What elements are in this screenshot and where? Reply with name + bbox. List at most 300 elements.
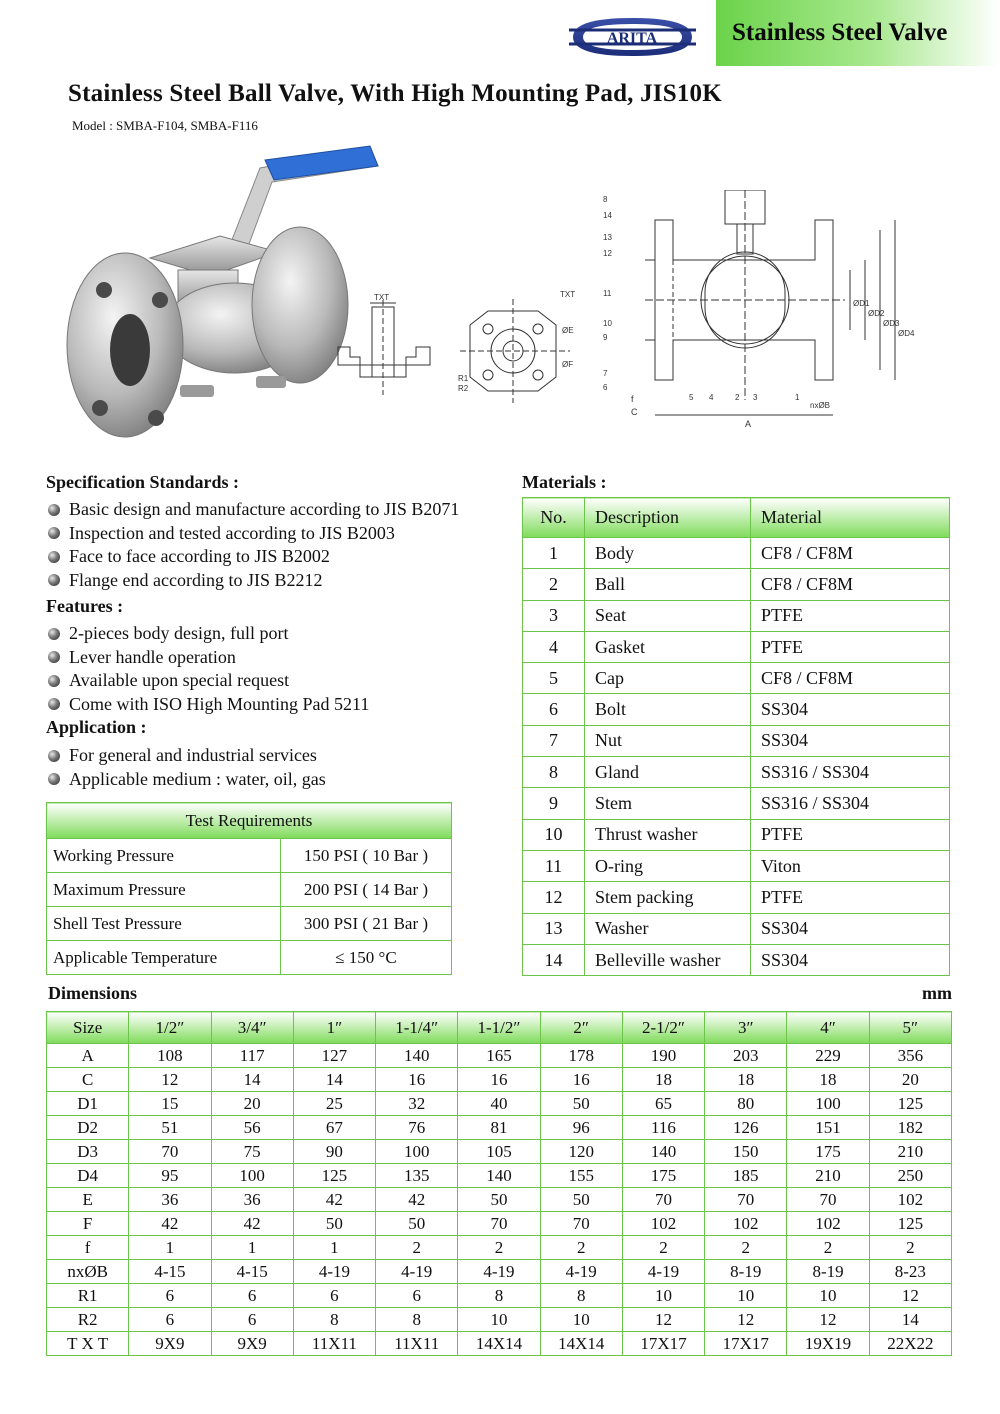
dim-cell: 95 — [129, 1164, 211, 1188]
label-e: ØE — [562, 326, 574, 335]
dimensions-row — [47, 1068, 952, 1092]
dim-cell: 155 — [540, 1164, 622, 1188]
features-item-text: Lever handle operation — [69, 646, 236, 667]
dim-cell: 6 — [293, 1284, 375, 1308]
dim-cell: 12 — [787, 1308, 869, 1332]
dim-cell: 4-19 — [293, 1260, 375, 1284]
part-number-label: 7 — [603, 369, 608, 378]
model-line: Model : SMBA-F104, SMBA-F116 — [72, 118, 258, 133]
part-number-label: 1 — [795, 393, 800, 402]
dimensions-row — [47, 1116, 952, 1140]
dim-cell: 2 — [376, 1236, 458, 1260]
mat-no: 5 — [523, 663, 585, 694]
mat-material: PTFE — [751, 819, 950, 850]
dim-cell: 70 — [787, 1188, 869, 1212]
mat-no: 12 — [523, 882, 585, 913]
test-row — [47, 873, 452, 907]
dim-cell: 116 — [622, 1116, 704, 1140]
dim-cell: 12 — [622, 1308, 704, 1332]
features-item — [48, 646, 369, 670]
dim-cell: 11X11 — [293, 1332, 375, 1356]
spec-item — [48, 498, 459, 522]
dim-col-header: 1-1/4″ — [376, 1012, 458, 1044]
label-c: C — [631, 407, 638, 417]
dim-cell: 96 — [540, 1116, 622, 1140]
dim-cell: 4-19 — [540, 1260, 622, 1284]
dim-cell: 108 — [129, 1044, 211, 1068]
mat-description: Thrust washer — [585, 819, 751, 850]
dim-col-header: 3″ — [705, 1012, 787, 1044]
dim-row-label: nxØB — [47, 1260, 129, 1284]
dim-cell: 42 — [211, 1212, 293, 1236]
dim-cell: 117 — [211, 1044, 293, 1068]
label-r2: R2 — [458, 384, 469, 393]
dim-cell: 2 — [458, 1236, 540, 1260]
dim-cell: 102 — [787, 1212, 869, 1236]
application-item — [48, 744, 326, 768]
bullet-icon — [48, 551, 60, 563]
test-row — [47, 907, 452, 941]
part-number-label: 8 — [603, 195, 608, 204]
dim-cell: 11X11 — [376, 1332, 458, 1356]
bullet-icon — [48, 698, 60, 710]
logo-text: ARITA — [606, 30, 658, 47]
materials-row — [523, 850, 950, 881]
test-requirements-table — [46, 802, 452, 975]
mat-col-material: Material — [751, 498, 950, 538]
label-a: A — [745, 419, 752, 429]
dimensions-unit: mm — [922, 983, 952, 1003]
dim-cell: 1 — [129, 1236, 211, 1260]
category-badge — [716, 0, 1000, 66]
dim-cell: 135 — [376, 1164, 458, 1188]
mat-material: PTFE — [751, 882, 950, 913]
dim-cell: 50 — [540, 1092, 622, 1116]
dim-cell: 51 — [129, 1116, 211, 1140]
materials-row — [523, 600, 950, 631]
bullet-icon — [48, 504, 60, 516]
application-heading: Application : — [46, 717, 147, 737]
mat-material: Viton — [751, 850, 950, 881]
dim-cell: 32 — [376, 1092, 458, 1116]
mat-col-description: Description — [585, 498, 751, 538]
dimensions-row — [47, 1164, 952, 1188]
dim-cell: 40 — [458, 1092, 540, 1116]
materials-row — [523, 819, 950, 850]
label-nxb: nxØB — [810, 401, 831, 410]
dim-cell: 14 — [293, 1068, 375, 1092]
test-label: Applicable Temperature — [47, 941, 281, 975]
dim-cell: 16 — [458, 1068, 540, 1092]
part-number-label: 10 — [603, 319, 612, 328]
dim-cell: 6 — [211, 1308, 293, 1332]
dim-cell: 80 — [705, 1092, 787, 1116]
materials-row — [523, 538, 950, 569]
mat-description: Stem packing — [585, 882, 751, 913]
dim-cell: 70 — [540, 1212, 622, 1236]
mat-material: SS304 — [751, 913, 950, 944]
dimensions-row — [47, 1308, 952, 1332]
dim-cell: 4-19 — [622, 1260, 704, 1284]
dim-row-label: E — [47, 1188, 129, 1212]
mat-description: Body — [585, 538, 751, 569]
test-label: Shell Test Pressure — [47, 907, 281, 941]
materials-table — [522, 497, 950, 976]
dim-col-header: 5″ — [869, 1012, 951, 1044]
dim-cell: 8-23 — [869, 1260, 951, 1284]
dim-cell: 356 — [869, 1044, 951, 1068]
spec-list — [48, 498, 459, 592]
bullet-icon — [48, 574, 60, 586]
dim-cell: 70 — [458, 1212, 540, 1236]
dim-row-label: T X T — [47, 1332, 129, 1356]
test-label: Working Pressure — [47, 839, 281, 873]
dim-cell: 140 — [458, 1164, 540, 1188]
dim-cell: 50 — [540, 1188, 622, 1212]
dim-cell: 42 — [293, 1188, 375, 1212]
dim-cell: 65 — [622, 1092, 704, 1116]
mat-material: PTFE — [751, 631, 950, 662]
bullet-icon — [48, 527, 60, 539]
mat-description: Stem — [585, 788, 751, 819]
dimensions-row — [47, 1140, 952, 1164]
dimensions-row — [47, 1212, 952, 1236]
test-row — [47, 839, 452, 873]
mat-material: SS316 / SS304 — [751, 757, 950, 788]
dim-cell: 2 — [540, 1236, 622, 1260]
dim-col-header: 1-1/2″ — [458, 1012, 540, 1044]
dim-cell: 10 — [622, 1284, 704, 1308]
part-number-label: 9 — [603, 333, 608, 342]
bullet-icon — [48, 628, 60, 640]
dim-cell: 10 — [705, 1284, 787, 1308]
dim-cell: 67 — [293, 1116, 375, 1140]
materials-row — [523, 913, 950, 944]
mat-material: PTFE — [751, 600, 950, 631]
application-item-text: Applicable medium : water, oil, gas — [69, 768, 326, 789]
spec-item — [48, 545, 459, 569]
dim-cell: 151 — [787, 1116, 869, 1140]
mat-description: Gland — [585, 757, 751, 788]
dimensions-row — [47, 1188, 952, 1212]
dim-cell: 36 — [129, 1188, 211, 1212]
materials-row — [523, 788, 950, 819]
dimensions-row — [47, 1260, 952, 1284]
label-d2: ØD2 — [868, 309, 885, 318]
dim-cell: 229 — [787, 1044, 869, 1068]
dim-cell: 42 — [376, 1188, 458, 1212]
dim-cell: 140 — [622, 1140, 704, 1164]
dim-cell: 10 — [458, 1308, 540, 1332]
mat-material: SS304 — [751, 725, 950, 756]
mat-description: Cap — [585, 663, 751, 694]
dim-col-size: Size — [47, 1012, 129, 1044]
bullet-icon — [48, 675, 60, 687]
features-list — [48, 622, 369, 716]
features-heading: Features : — [46, 596, 124, 616]
mat-material: SS304 — [751, 694, 950, 725]
dim-cell: 140 — [376, 1044, 458, 1068]
test-table-heading: Test Requirements — [47, 803, 452, 839]
valve-section-drawing — [585, 190, 935, 440]
mat-description: Ball — [585, 569, 751, 600]
bullet-icon — [48, 651, 60, 663]
dim-cell: 75 — [211, 1140, 293, 1164]
dim-row-label: D2 — [47, 1116, 129, 1140]
mat-description: Nut — [585, 725, 751, 756]
test-label: Maximum Pressure — [47, 873, 281, 907]
dimensions-table — [46, 1011, 952, 1356]
dim-cell: 20 — [869, 1068, 951, 1092]
label-r1: R1 — [458, 374, 469, 383]
dim-cell: 102 — [869, 1188, 951, 1212]
dim-cell: 178 — [540, 1044, 622, 1068]
dim-cell: 126 — [705, 1116, 787, 1140]
materials-row — [523, 694, 950, 725]
dim-cell: 76 — [376, 1116, 458, 1140]
application-item — [48, 768, 326, 792]
mat-no: 2 — [523, 569, 585, 600]
label-f: ØF — [562, 360, 574, 369]
dim-cell: 1 — [211, 1236, 293, 1260]
mounting-pad-drawings — [330, 285, 585, 405]
materials-row — [523, 569, 950, 600]
dim-cell: 42 — [129, 1212, 211, 1236]
dim-cell: 185 — [705, 1164, 787, 1188]
dim-cell: 14 — [211, 1068, 293, 1092]
dim-row-label: D1 — [47, 1092, 129, 1116]
dim-cell: 8-19 — [787, 1260, 869, 1284]
part-number-label: 6 — [603, 383, 608, 392]
dim-cell: 125 — [869, 1092, 951, 1116]
dim-cell: 10 — [787, 1284, 869, 1308]
dim-cell: 203 — [705, 1044, 787, 1068]
dim-cell: 20 — [211, 1092, 293, 1116]
dim-row-label: R2 — [47, 1308, 129, 1332]
features-item-text: 2-pieces body design, full port — [69, 623, 289, 644]
dim-col-header: 3/4″ — [211, 1012, 293, 1044]
dim-row-label: D4 — [47, 1164, 129, 1188]
dim-row-label: f — [47, 1236, 129, 1260]
dimensions-row — [47, 1284, 952, 1308]
dim-cell: 165 — [458, 1044, 540, 1068]
dim-cell: 19X19 — [787, 1332, 869, 1356]
dim-cell: 4-15 — [211, 1260, 293, 1284]
dim-cell: 2 — [869, 1236, 951, 1260]
dim-cell: 100 — [376, 1140, 458, 1164]
dim-cell: 8-19 — [705, 1260, 787, 1284]
mat-description: Washer — [585, 913, 751, 944]
spec-item — [48, 569, 459, 593]
dim-cell: 12 — [705, 1308, 787, 1332]
mat-description: O-ring — [585, 850, 751, 881]
features-item-text: Available upon special request — [69, 670, 290, 691]
dim-cell: 102 — [705, 1212, 787, 1236]
dim-cell: 25 — [293, 1092, 375, 1116]
dim-row-label: A — [47, 1044, 129, 1068]
label-d3: ØD3 — [883, 319, 900, 328]
spec-item-text: Basic design and manufacture according to JIS B2071 — [69, 499, 460, 520]
mat-no: 7 — [523, 725, 585, 756]
dim-cell: 14X14 — [540, 1332, 622, 1356]
dimensions-row — [47, 1044, 952, 1068]
mat-no: 4 — [523, 631, 585, 662]
dim-cell: 17X17 — [622, 1332, 704, 1356]
dim-cell: 6 — [376, 1284, 458, 1308]
spec-item-text: Face to face according to JIS B2002 — [69, 546, 330, 567]
mat-no: 1 — [523, 538, 585, 569]
mat-material: CF8 / CF8M — [751, 569, 950, 600]
spec-item — [48, 522, 459, 546]
mat-description: Seat — [585, 600, 751, 631]
dim-cell: 18 — [787, 1068, 869, 1092]
dim-cell: 56 — [211, 1116, 293, 1140]
mat-material: SS316 / SS304 — [751, 788, 950, 819]
application-item-text: For general and industrial services — [69, 745, 317, 766]
dim-cell: 4-15 — [129, 1260, 211, 1284]
dim-cell: 15 — [129, 1092, 211, 1116]
dim-cell: 18 — [622, 1068, 704, 1092]
mat-no: 8 — [523, 757, 585, 788]
dimensions-heading: Dimensions — [48, 983, 138, 1003]
arita-logo — [565, 12, 700, 62]
dim-cell: 105 — [458, 1140, 540, 1164]
dim-col-header: 2-1/2″ — [622, 1012, 704, 1044]
materials-row — [523, 944, 950, 975]
mat-no: 11 — [523, 850, 585, 881]
dim-row-label: R1 — [47, 1284, 129, 1308]
dim-col-header: 4″ — [787, 1012, 869, 1044]
dim-cell: 175 — [622, 1164, 704, 1188]
dim-cell: 250 — [869, 1164, 951, 1188]
part-number-label: 3 — [753, 393, 758, 402]
dim-cell: 18 — [705, 1068, 787, 1092]
label-d1: ØD1 — [853, 299, 870, 308]
test-value: ≤ 150 °C — [280, 941, 451, 975]
dim-cell: 50 — [376, 1212, 458, 1236]
dim-col-header: 1″ — [293, 1012, 375, 1044]
mat-no: 13 — [523, 913, 585, 944]
dim-cell: 14 — [869, 1308, 951, 1332]
dim-cell: 175 — [787, 1140, 869, 1164]
materials-heading: Materials : — [522, 472, 607, 492]
dim-cell: 6 — [211, 1284, 293, 1308]
features-item-text: Come with ISO High Mounting Pad 5211 — [69, 693, 370, 714]
mat-no: 9 — [523, 788, 585, 819]
test-row — [47, 941, 452, 975]
dim-cell: 12 — [129, 1068, 211, 1092]
dim-cell: 102 — [622, 1212, 704, 1236]
dim-cell: 8 — [458, 1284, 540, 1308]
mat-no: 3 — [523, 600, 585, 631]
dim-cell: 6 — [129, 1308, 211, 1332]
materials-row — [523, 631, 950, 662]
dim-cell: 100 — [787, 1092, 869, 1116]
dim-cell: 182 — [869, 1116, 951, 1140]
dim-cell: 22X22 — [869, 1332, 951, 1356]
label-f-small: f — [631, 394, 634, 404]
dim-cell: 12 — [869, 1284, 951, 1308]
bullet-icon — [48, 750, 60, 762]
dim-cell: 81 — [458, 1116, 540, 1140]
dim-cell: 100 — [211, 1164, 293, 1188]
spec-item-text: Flange end according to JIS B2212 — [69, 569, 323, 590]
mat-no: 10 — [523, 819, 585, 850]
mat-no: 14 — [523, 944, 585, 975]
dim-cell: 127 — [293, 1044, 375, 1068]
dim-cell: 70 — [622, 1188, 704, 1212]
dim-cell: 16 — [540, 1068, 622, 1092]
label-txt: TXT — [374, 293, 390, 302]
label-d4: ØD4 — [898, 329, 915, 338]
dim-cell: 125 — [293, 1164, 375, 1188]
mat-material: CF8 / CF8M — [751, 538, 950, 569]
label-txt-2: TXT — [560, 290, 576, 299]
dim-cell: 16 — [376, 1068, 458, 1092]
dim-cell: 1 — [293, 1236, 375, 1260]
dim-cell: 17X17 — [705, 1332, 787, 1356]
dimensions-row — [47, 1236, 952, 1260]
dim-col-header: 2″ — [540, 1012, 622, 1044]
dim-cell: 9X9 — [211, 1332, 293, 1356]
bullet-icon — [48, 773, 60, 785]
dim-cell: 125 — [869, 1212, 951, 1236]
materials-row — [523, 757, 950, 788]
dim-cell: 36 — [211, 1188, 293, 1212]
spec-heading: Specification Standards : — [46, 472, 240, 492]
dim-cell: 70 — [129, 1140, 211, 1164]
features-item — [48, 669, 369, 693]
dim-cell: 4-19 — [458, 1260, 540, 1284]
dim-cell: 50 — [458, 1188, 540, 1212]
dim-cell: 2 — [787, 1236, 869, 1260]
spec-item-text: Inspection and tested according to JIS B2003 — [69, 522, 395, 543]
dim-row-label: F — [47, 1212, 129, 1236]
dim-cell: 8 — [540, 1284, 622, 1308]
category-badge-text: Stainless Steel Valve — [732, 19, 948, 46]
dim-cell: 4-19 — [376, 1260, 458, 1284]
part-number-label: 4 — [709, 393, 714, 402]
dim-col-header: 1/2″ — [129, 1012, 211, 1044]
test-value: 200 PSI ( 14 Bar ) — [280, 873, 451, 907]
part-number-label: 12 — [603, 249, 612, 258]
dim-cell: 90 — [293, 1140, 375, 1164]
dim-cell: 150 — [705, 1140, 787, 1164]
mat-description: Belleville washer — [585, 944, 751, 975]
dim-cell: 10 — [540, 1308, 622, 1332]
dim-cell: 9X9 — [129, 1332, 211, 1356]
part-number-label: 5 — [689, 393, 694, 402]
dim-cell: 50 — [293, 1212, 375, 1236]
dimensions-row — [47, 1092, 952, 1116]
materials-row — [523, 882, 950, 913]
dim-cell: 14X14 — [458, 1332, 540, 1356]
dim-cell: 210 — [787, 1164, 869, 1188]
dim-row-label: C — [47, 1068, 129, 1092]
test-value: 150 PSI ( 10 Bar ) — [280, 839, 451, 873]
part-number-label: 14 — [603, 211, 612, 220]
mat-description: Gasket — [585, 631, 751, 662]
mat-material: SS304 — [751, 944, 950, 975]
page-title: Stainless Steel Ball Valve, With High Mounting Pad, JIS10K — [68, 80, 722, 107]
dim-cell: 190 — [622, 1044, 704, 1068]
dim-cell: 6 — [129, 1284, 211, 1308]
mat-description: Bolt — [585, 694, 751, 725]
dim-cell: 210 — [869, 1140, 951, 1164]
part-number-label: 11 — [603, 289, 612, 298]
dim-cell: 8 — [293, 1308, 375, 1332]
mat-material: CF8 / CF8M — [751, 663, 950, 694]
